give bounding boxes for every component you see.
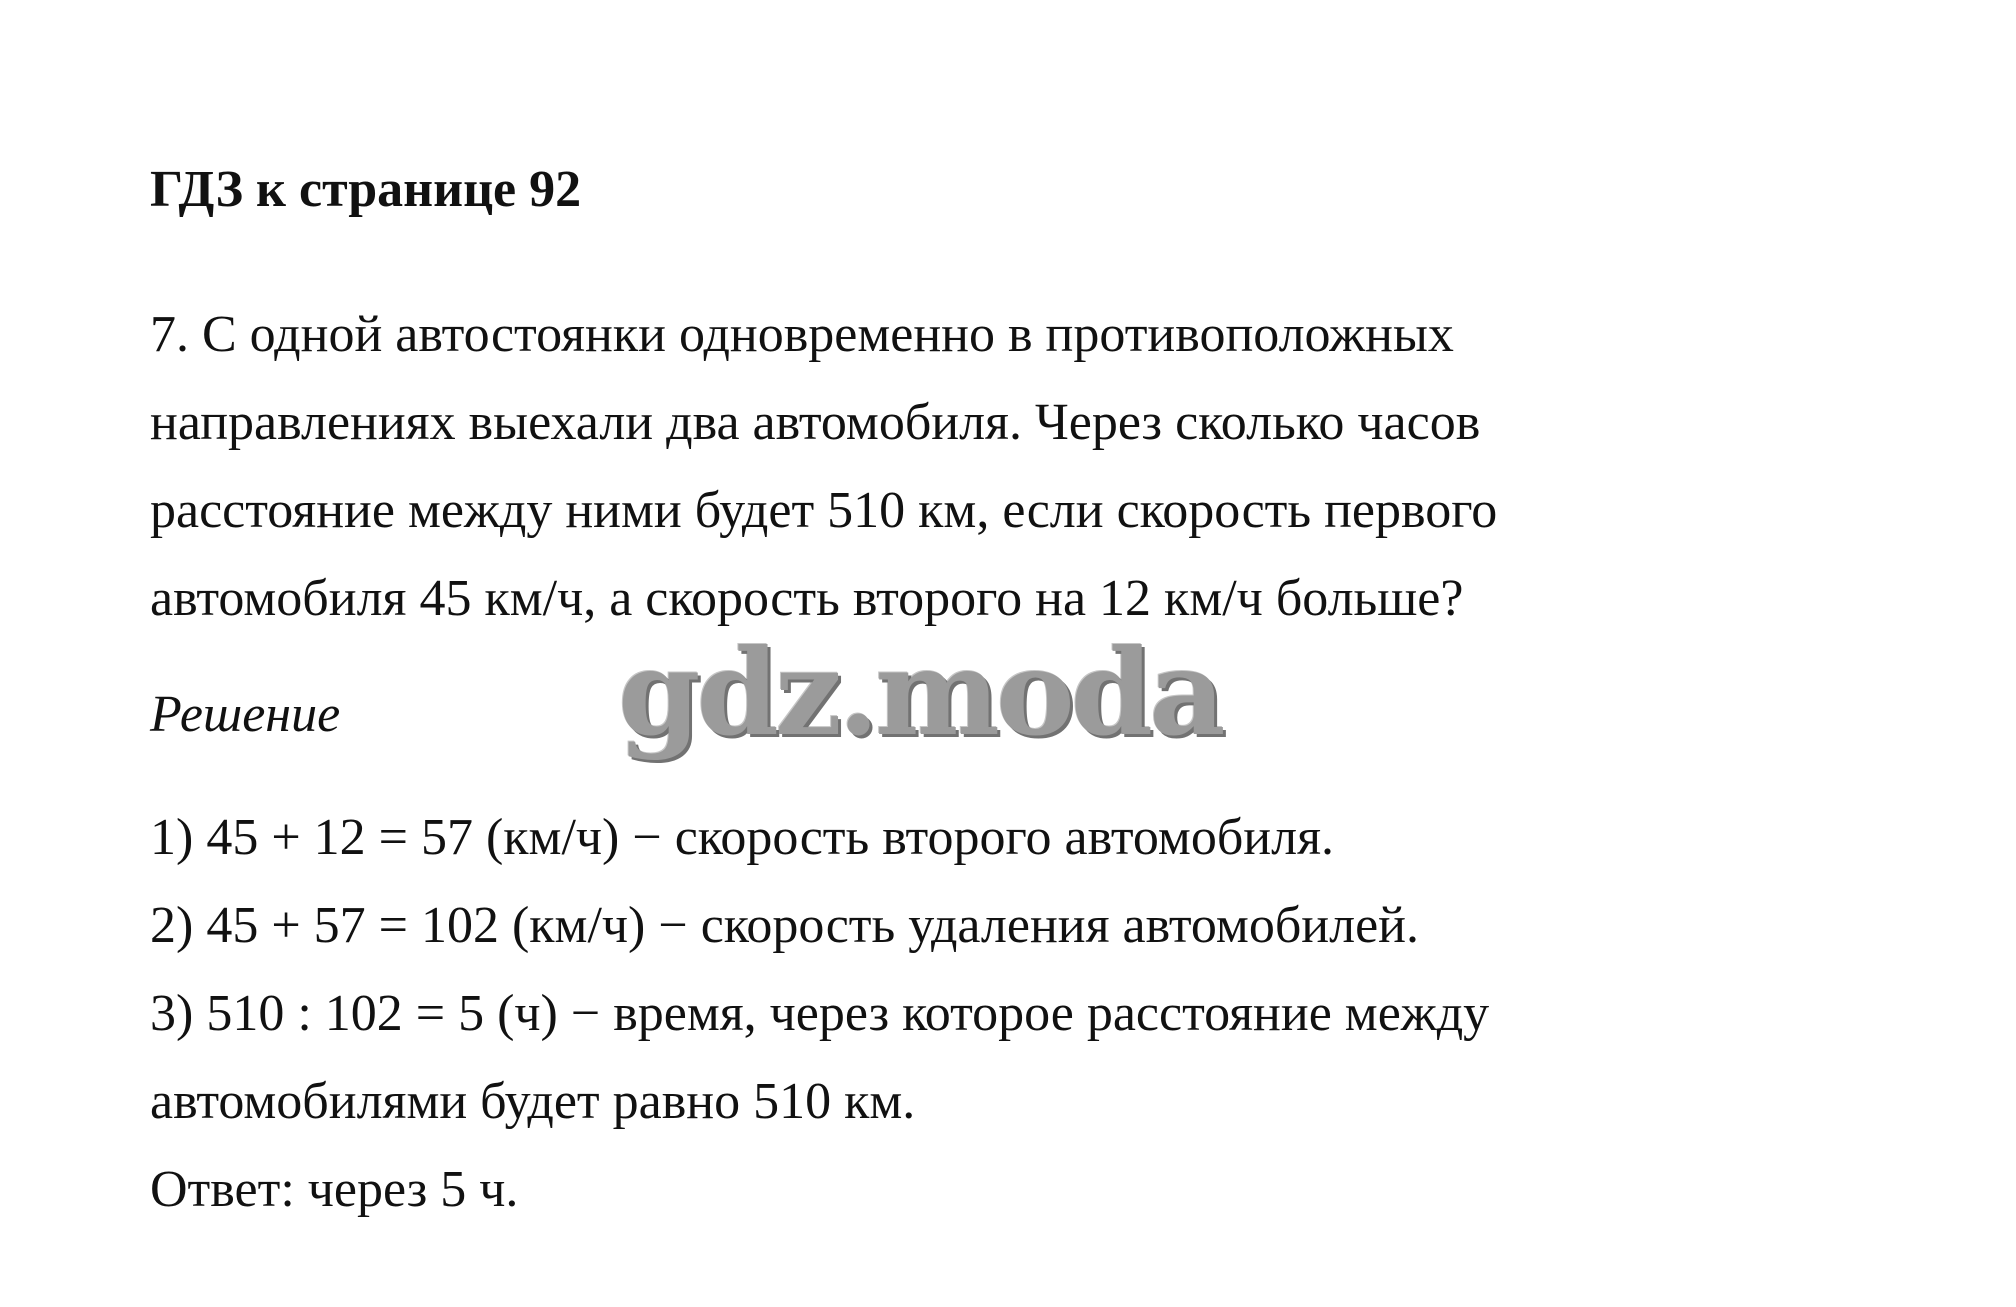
solution-line: 1) 45 + 12 = 57 (км/ч) − скорость второго автомобиля.	[150, 809, 1334, 866]
watermark-logo: gdz.moda	[618, 623, 1222, 762]
solution-line: 3) 510 : 102 = 5 (ч) − время, через которое расстояние между	[150, 985, 1490, 1042]
answer-line: Ответ: через 5 ч.	[150, 1161, 519, 1218]
page-heading: ГДЗ к странице 92	[150, 161, 582, 218]
solution-line: 2) 45 + 57 = 102 (км/ч) − скорость удаления автомобилей.	[150, 897, 1419, 954]
solution-label: Решение	[150, 686, 341, 743]
problem-line: направлениях выехали два автомобиля. Через сколько часов	[150, 394, 1481, 451]
problem-line: 7. С одной автостоянки одновременно в противоположных	[150, 306, 1454, 363]
problem-line: расстояние между ними будет 510 км, если скорость первого	[150, 482, 1498, 539]
problem-line: автомобиля 45 км/ч, а скорость второго на 12 км/ч больше?	[150, 570, 1464, 627]
solution-line: автомобилями будет равно 510 км.	[150, 1073, 916, 1130]
